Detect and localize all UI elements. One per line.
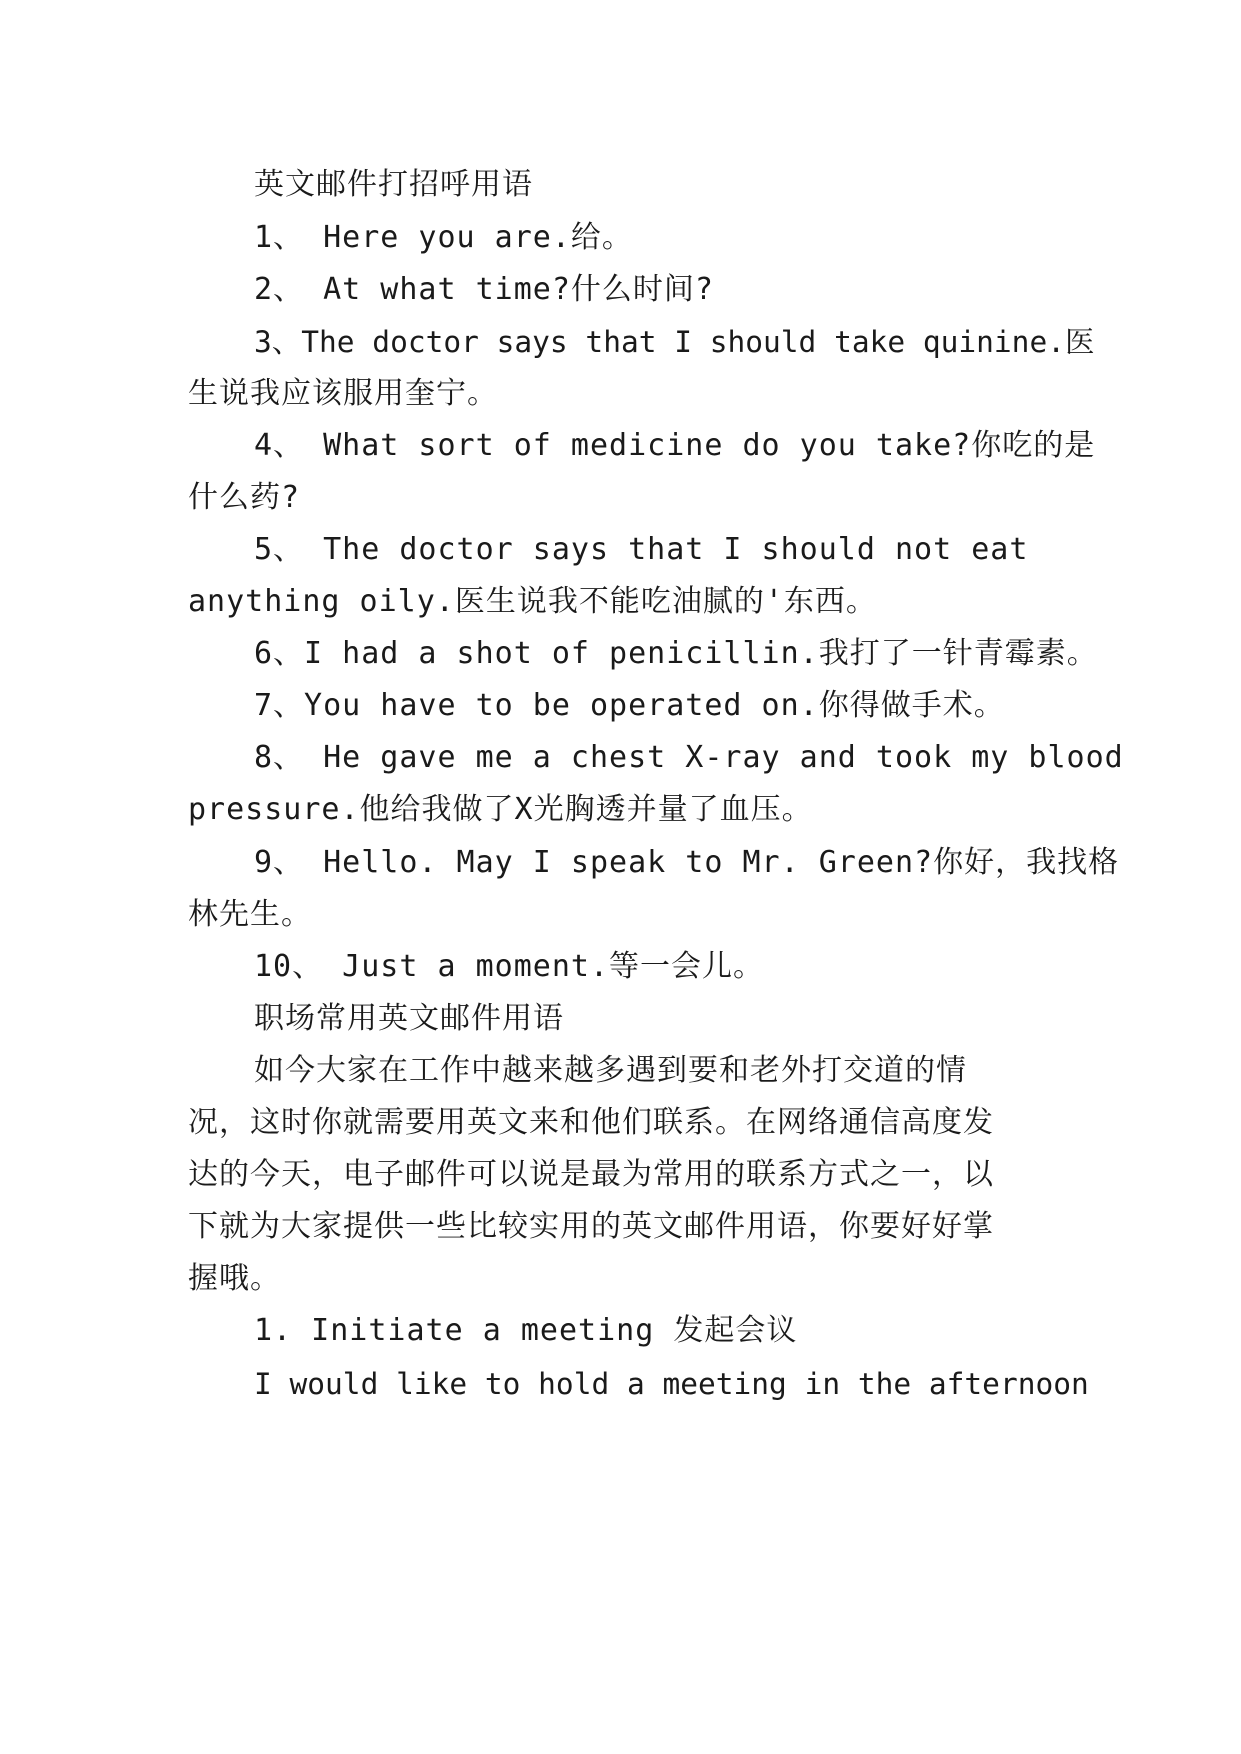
intro-paragraph-line: 下就为大家提供一些比较实用的英文邮件用语，你要好好掌	[188, 1209, 994, 1244]
list-item: 10、 Just a moment.等一会儿。	[254, 949, 765, 984]
list-item-continuation: 林先生。	[188, 897, 312, 932]
list-item: 2、 At what time?什么时间?	[254, 272, 714, 307]
intro-paragraph-line: 握哦。	[188, 1261, 281, 1296]
list-item-continuation: 生说我应该服用奎宁。	[188, 376, 498, 411]
section-body-line: I would like to hold a meeting in the afternoon	[254, 1367, 1089, 1401]
list-item: 7、You have to be operated on.你得做手术。	[254, 688, 1005, 723]
list-item: 4、 What sort of medicine do you take?你吃的是	[254, 428, 1096, 463]
section-title-initiate-meeting: 1. Initiate a meeting 发起会议	[254, 1313, 798, 1348]
heading-greeting-phrases: 英文邮件打招呼用语	[254, 167, 533, 202]
intro-paragraph-line: 况，这时你就需要用英文来和他们联系。在网络通信高度发	[188, 1105, 994, 1140]
list-item: 1、 Here you are.给。	[254, 220, 633, 255]
list-item-continuation: pressure.他给我做了X光胸透并量了血压。	[188, 792, 813, 827]
list-item: 5、 The doctor says that I should not eat	[254, 532, 1029, 567]
list-item: 6、I had a shot of penicillin.我打了一针青霉素。	[254, 636, 1098, 671]
list-item-continuation: anything oily.医生说我不能吃油腻的'东西。	[188, 584, 877, 619]
list-item: 3、The doctor says that I should take quinine.医	[254, 325, 1095, 359]
list-item: 8、 He gave me a chest X-ray and took my blood	[254, 740, 1124, 775]
intro-paragraph-line: 如今大家在工作中越来越多遇到要和老外打交道的情	[254, 1053, 967, 1088]
list-item-continuation: 什么药?	[188, 480, 301, 515]
intro-paragraph-line: 达的今天，电子邮件可以说是最为常用的联系方式之一，以	[188, 1157, 994, 1192]
list-item: 9、 Hello. May I speak to Mr. Green?你好，我找格	[254, 845, 1120, 880]
heading-workplace-email-phrases: 职场常用英文邮件用语	[254, 1001, 564, 1036]
